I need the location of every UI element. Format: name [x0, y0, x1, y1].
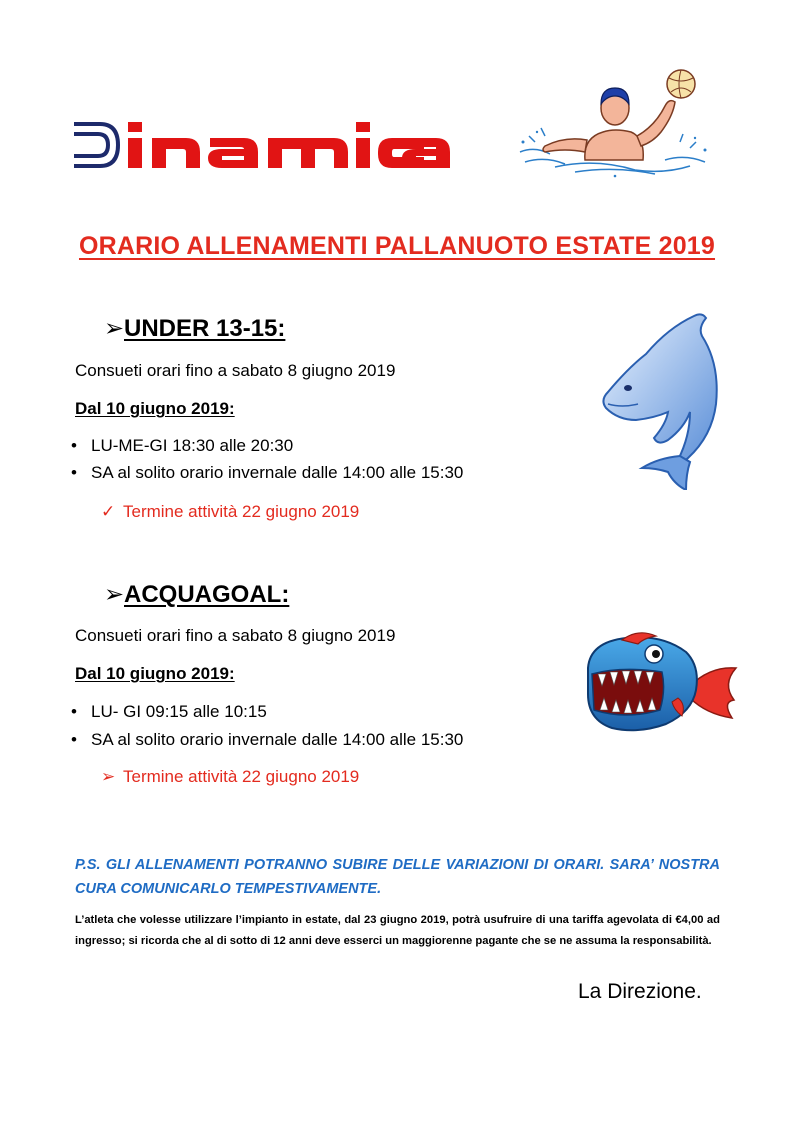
section-heading-acquagoal	[104, 580, 289, 609]
arrow-icon: ➢	[104, 315, 125, 342]
end-activity-text: Termine attività 22 giugno 2019	[123, 502, 360, 521]
end-activity-note	[101, 502, 359, 522]
intro-text: Consueti orari fino a sabato 8 giugno 2019	[75, 361, 396, 380]
end-activity-text: Termine attività 22 giugno 2019	[123, 767, 360, 786]
list-item	[71, 730, 463, 750]
ps-notice: P.S. GLI ALLENAMENTI POTRANNO SUBIRE DELLE VARIAZIONI DI ORARI. SARA’ NOSTRA CURA COMUNICARLO TEMPESTIVAMENTE.	[75, 857, 720, 897]
list-item	[71, 436, 293, 456]
section-heading-under	[104, 314, 285, 343]
list-item	[71, 463, 463, 483]
list-item-text: LU- GI 09:15 alle 10:15	[91, 702, 267, 721]
bullet-icon: •	[71, 702, 77, 721]
check-icon: ✓	[101, 502, 116, 521]
intro-text: Consueti orari fino a sabato 8 giugno 2019	[75, 626, 396, 645]
list-item-text: SA al solito orario invernale dalle 14:00 alle 15:30	[91, 463, 464, 482]
arrow-icon: ➢	[104, 581, 125, 608]
page-title: ORARIO ALLENAMENTI PALLANUOTO ESTATE 2019	[78, 232, 716, 260]
bullet-icon: •	[71, 730, 77, 749]
date-subheading: Dal 10 giugno 2019:	[75, 664, 235, 683]
list-item-text: LU-ME-GI 18:30 alle 20:30	[91, 436, 294, 455]
section-heading-text: UNDER 13-15:	[124, 315, 286, 342]
signature: La Direzione.	[578, 980, 702, 1003]
date-subheading: Dal 10 giugno 2019:	[75, 399, 235, 418]
bullet-icon: •	[71, 436, 77, 455]
info-paragraph: L’atleta che volesse utilizzare l’impianto in estate, dal 23 giugno 2019, potrà usufruire di una tariffa agevolata di €4,00 ad ingresso; si ricorda che al di sotto di 12 anni deve esserci un maggiorenne pagante che se ne assuma la responsabilità.	[75, 914, 720, 947]
bullet-icon: •	[71, 463, 77, 482]
dolphin-illustration	[598, 308, 723, 490]
end-activity-note	[101, 767, 359, 787]
list-item	[71, 702, 267, 722]
water-polo-player-illustration	[515, 62, 715, 180]
dinamica-logo	[72, 96, 452, 158]
list-item-text: SA al solito orario invernale dalle 14:00 alle 15:30	[91, 730, 464, 749]
section-heading-text: ACQUAGOAL:	[124, 581, 290, 608]
arrow-icon: ➢	[101, 767, 116, 786]
piranha-illustration	[582, 628, 740, 740]
